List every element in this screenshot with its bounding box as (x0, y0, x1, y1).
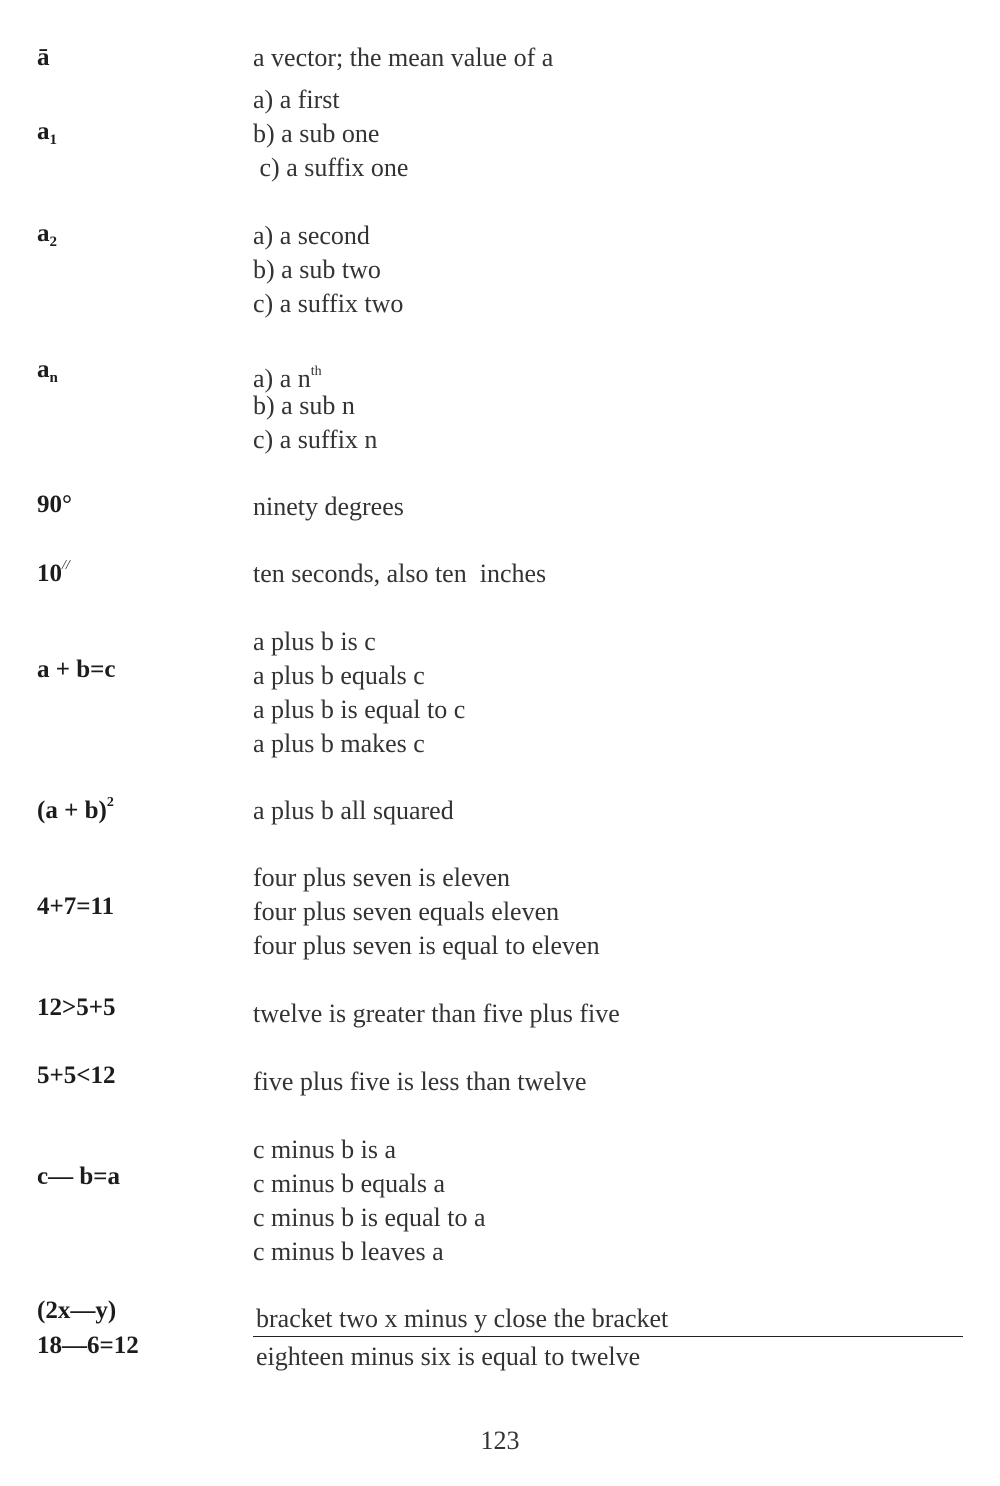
reading-superscript: th (310, 364, 322, 379)
reading-line: c) a suffix one (253, 153, 409, 182)
reading-text: a) a n (253, 364, 311, 393)
symbol-four-plus-seven: 4+7=11 (37, 893, 115, 920)
symbol-a-sub-n (37, 356, 58, 387)
reading-line: four plus seven is equal to eleven (253, 931, 600, 960)
reading-line (253, 355, 377, 393)
symbol-subscript: 2 (49, 234, 57, 250)
symbol-base: a (37, 118, 50, 145)
reading-line: b) a sub n (253, 391, 355, 420)
symbol-ten-seconds (37, 558, 70, 588)
reading-line: five plus five is less than twelve (253, 1067, 587, 1096)
symbol-two-x-minus-y: (2x—y) (37, 1297, 117, 1324)
reading-line: a plus b all squared (253, 796, 454, 825)
reading-line: c) a suffix two (253, 289, 404, 318)
reading-line: c) a suffix n (253, 425, 378, 454)
symbol-subscript: 1 (49, 132, 57, 148)
reading-line: bracket two x minus y close the bracket (256, 1304, 669, 1333)
reading-line: twelve is greater than five plus five (253, 999, 620, 1028)
reading-line: c minus b leaves a (253, 1237, 444, 1266)
reading-line: a) a second (253, 221, 370, 250)
reading-line: c minus b is a (253, 1135, 396, 1164)
reading-ninety-degrees (253, 490, 404, 524)
reading-four-plus-seven (253, 861, 600, 963)
symbol-subscript: n (49, 370, 58, 386)
reading-a-sub-1 (253, 83, 408, 185)
reading-c-minus-b (253, 1133, 486, 1269)
reading-line: a plus b is c (253, 627, 376, 656)
symbol-c-minus-b: c— b=a (37, 1163, 120, 1190)
symbol-twelve-greater: 12>5+5 (37, 994, 116, 1021)
symbol-ninety-degrees (37, 491, 72, 519)
reading-a-sub-n (253, 355, 377, 457)
reading-ten-seconds (253, 557, 546, 591)
reading-a-plus-b-squared (253, 794, 454, 828)
reading-line: a plus b makes c (253, 729, 425, 758)
symbol-a-sub-2 (37, 220, 57, 251)
symbol-a-sub-1 (37, 118, 57, 149)
symbol-base: (a + b) (37, 797, 107, 824)
reading-a-sub-2 (253, 219, 403, 321)
reading-line: ninety degrees (253, 492, 404, 521)
reading-two-x-minus-y (256, 1302, 668, 1336)
symbol-a-bar: ā (37, 44, 50, 71)
reading-line: b) a sub one (253, 119, 380, 148)
symbol-base: a (37, 356, 50, 383)
reading-a-bar (253, 41, 553, 75)
reading-line: four plus seven is eleven (253, 863, 511, 892)
reading-line: c minus b equals a (253, 1169, 446, 1198)
symbol-a-plus-b-squared (37, 795, 114, 825)
reading-line: ten seconds, also ten inches (253, 559, 547, 588)
symbol-base: 90 (37, 491, 62, 518)
symbol-eighteen-minus-six: 18—6=12 (37, 1332, 139, 1359)
reading-a-plus-b-equals-c (253, 625, 465, 761)
reading-five-plus-five-less (253, 1065, 587, 1099)
reading-line: b) a sub two (253, 255, 381, 284)
reading-line: a) a first (253, 85, 340, 114)
reading-eighteen-minus-six (256, 1340, 640, 1374)
reading-line: c minus b is equal to a (253, 1203, 486, 1232)
reading-twelve-greater (253, 997, 620, 1031)
symbol-base: a (37, 220, 50, 247)
reading-line: a plus b is equal to c (253, 695, 466, 724)
divider-line (253, 1336, 963, 1337)
symbol-a-plus-b-equals-c: a + b=c (37, 656, 116, 683)
reading-line: eighteen minus six is equal to twelve (256, 1342, 641, 1371)
reading-line: a vector; the mean value of a (253, 43, 554, 72)
symbol-degree: ° (62, 491, 72, 518)
page-number: 123 (480, 1426, 520, 1455)
symbol-base: 10 (37, 560, 62, 587)
symbol-five-plus-five-less: 5+5<12 (37, 1062, 116, 1089)
reading-line: four plus seven equals eleven (253, 897, 560, 926)
symbol-superscript: // (62, 558, 70, 573)
symbol-superscript: 2 (106, 795, 114, 810)
reading-line: a plus b equals c (253, 661, 425, 690)
